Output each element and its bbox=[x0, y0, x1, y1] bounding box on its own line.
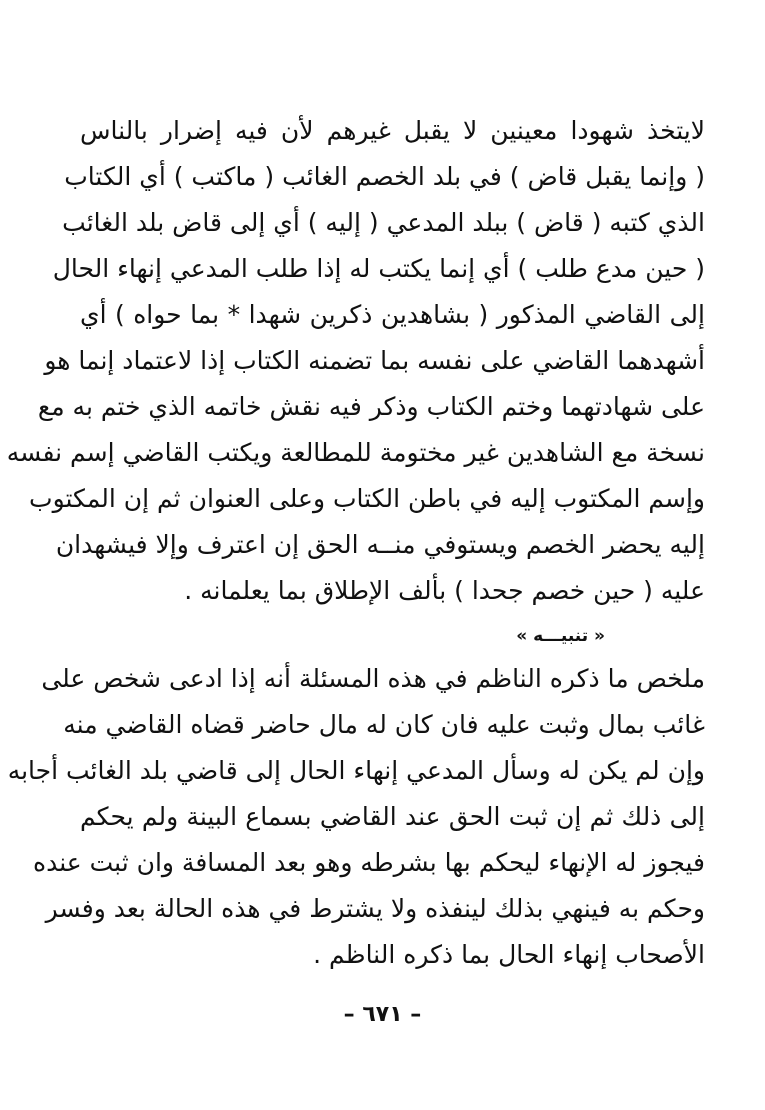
page-number: – ٦٧١ – bbox=[343, 1002, 422, 1027]
text-line: فيجوز له الإنهاء ليحكم بها بشرطه وهو بعد المسافة وان ثبت عنده bbox=[32, 848, 705, 877]
paragraph-summary bbox=[7, 656, 705, 978]
text-line: إلى ذلك ثم إن ثبت الحق عند القاضي بسماع البينة ولم يحكم bbox=[80, 802, 705, 831]
text-line: عليه ( حين خصم جحدا ) بألف الإطلاق بما يعلمانه . bbox=[184, 576, 705, 605]
text-line: وإن لم يكن له وسأل المدعي إنهاء الحال إلى قاضي بلد الغائب أجابه bbox=[7, 756, 705, 785]
text-line: لايتخذ شهودا معينين لا يقبل غيرهم لأن فيه إضرار بالناس bbox=[80, 116, 705, 145]
text-line: ( وإنما يقبل قاض ) في بلد الخصم الغائب ( ماكتب ) أي الكتاب bbox=[64, 162, 705, 191]
text-line: على شهادتهما وختم الكتاب وذكر فيه نقش خاتمه الذي ختم به مع bbox=[37, 392, 705, 421]
text-line: نسخة مع الشاهدين غير مختومة للمطالعة ويكتب القاضي إسم نفسه bbox=[6, 438, 705, 467]
text-line: الذي كتبه ( قاض ) ببلد المدعي ( إليه ) أي إلى قاض بلد الغائب bbox=[62, 208, 705, 237]
text-line: أشهدهما القاضي على نفسه بما تضمنه الكتاب إذا لاعتماد إنما هو bbox=[44, 346, 705, 375]
paragraph-main bbox=[6, 108, 705, 614]
text-line: غائب بمال وثبت عليه فان كان له مال حاضر قضاه القاضي منه bbox=[63, 710, 705, 739]
text-line: ( حين مدع طلب ) أي إنما يكتب له إذا طلب المدعي إنهاء الحال bbox=[52, 254, 705, 283]
section-heading: « تنبيـــه » bbox=[516, 626, 605, 646]
text-line: إليه يحضر الخصم ويستوفي منــه الحق إن اعترف وإلا فيشهدان bbox=[55, 530, 705, 559]
text-line: وإسم المكتوب إليه في باطن الكتاب وعلى العنوان ثم إن المكتوب bbox=[29, 484, 705, 513]
text-line: وحكم به فينهي بذلك لينفذه ولا يشترط في هذه الحالة بعد وفسر bbox=[45, 894, 705, 923]
text-line: ملخص ما ذكره الناظم في هذه المسئلة أنه إذا ادعى شخص على bbox=[41, 664, 705, 693]
text-line: الأصحاب إنهاء الحال بما ذكره الناظم . bbox=[313, 940, 705, 969]
text-line: إلى القاضي المذكور ( بشاهدين ذكرين شهدا * بما حواه ) أي bbox=[80, 300, 705, 329]
